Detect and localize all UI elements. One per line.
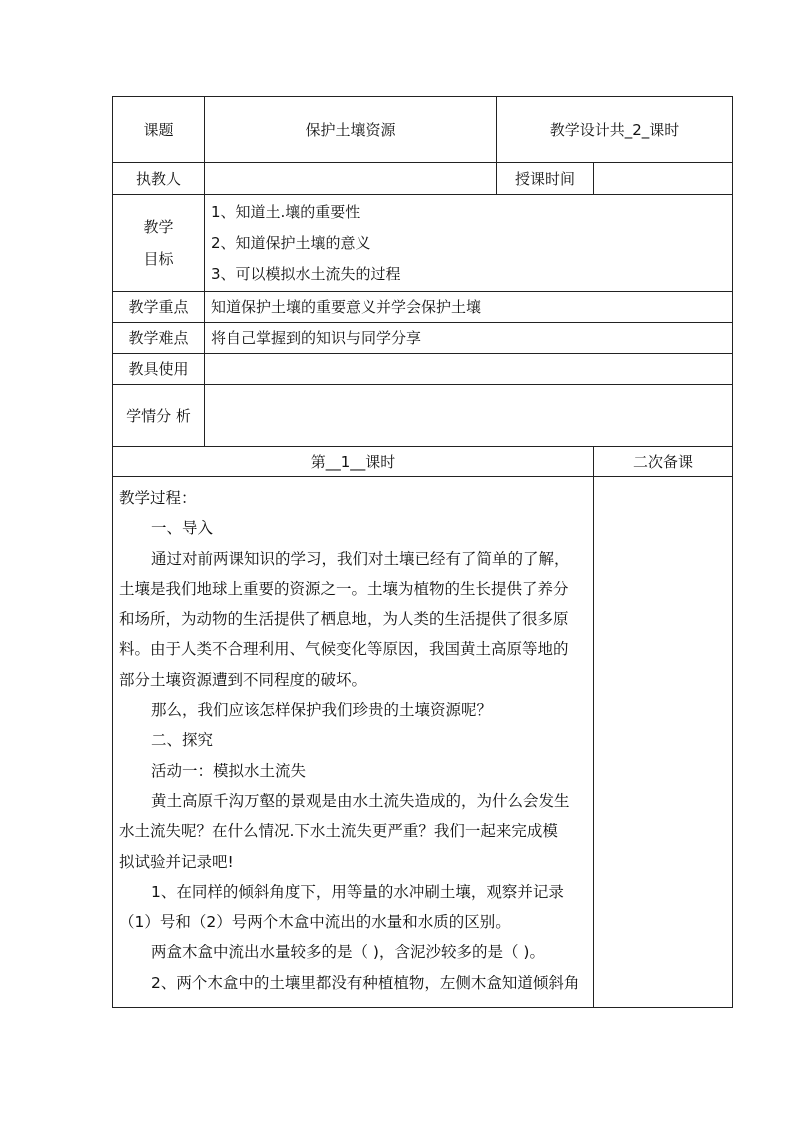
topic-label: 课题 (113, 97, 205, 163)
class-time-value (594, 163, 733, 195)
second-prep-label: 二次备课 (594, 447, 733, 477)
process-line: 土壤是我们地球上重要的资源之一。土壤为植物的生长提供了养分 (119, 579, 569, 598)
process-line: 那么，我们应该怎样保护我们珍贵的土壤资源呢？ (151, 701, 493, 720)
goals-label (113, 195, 205, 292)
teacher-label: 执教人 (113, 163, 205, 195)
key-points-label: 教学重点 (113, 292, 205, 323)
goals-label-line2: 目标 (143, 250, 174, 268)
class-time-label: 授课时间 (497, 163, 594, 195)
topic-row (113, 97, 733, 163)
goal-item: 3、可以模拟水土流失的过程 (211, 264, 401, 283)
tools-value (205, 354, 733, 385)
process-line: （1）号和（2）号两个木盒中流出的水量和水质的区别。 (119, 913, 511, 932)
process-line: 2、两个木盒中的土壤里都没有种植植物，左侧木盒知道倾斜角 (151, 973, 580, 992)
process-line: 二、探究 (151, 731, 214, 750)
lesson-plan-table (112, 96, 733, 1008)
teacher-row (113, 163, 733, 195)
goals-label-line1: 教学 (143, 218, 174, 236)
process-heading: 教学过程： (119, 489, 197, 507)
difficulties-value: 将自己掌握到的知识与同学分享 (205, 323, 733, 354)
topic-value: 保护土壤资源 (205, 97, 497, 163)
process-line: 黄土高原千沟万壑的景观是由水土流失造成的，为什么会发生 (151, 791, 570, 810)
analysis-label: 学情分 析 (113, 385, 205, 447)
analysis-row (113, 385, 733, 447)
goals-row (113, 195, 733, 292)
key-points-value: 知道保护土壤的重要意义并学会保护土壤 (205, 292, 733, 323)
difficulties-label: 教学难点 (113, 323, 205, 354)
tools-row (113, 354, 733, 385)
lesson-header-row (113, 447, 733, 477)
process-line: 活动一：模拟水土流失 (151, 761, 307, 780)
goals-list (205, 195, 733, 292)
teaching-process (113, 477, 594, 1008)
analysis-value (205, 385, 733, 447)
goal-item: 2、知道保护土壤的意义 (211, 233, 371, 252)
process-line: 料。由于人类不合理利用、气候变化等原因，我国黄土高原等地的 (119, 640, 569, 659)
process-line: 部分土壤资源遭到不同程度的破坏。 (119, 670, 368, 689)
second-prep-column (594, 477, 733, 1008)
process-row (113, 477, 733, 1008)
key-points-row (113, 292, 733, 323)
process-line: 1、在同样的倾斜角度下，用等量的水冲刷土壤，观察并记录 (151, 882, 564, 901)
process-line: 水土流失呢？在什么情况.下水土流失更严重？我们一起来完成模 (119, 822, 558, 841)
lesson-number: 第__1__课时 (113, 447, 594, 477)
process-line: 一、导入 (151, 519, 214, 538)
teacher-value (205, 163, 497, 195)
lesson-count: 教学设计共_2_课时 (497, 97, 733, 163)
process-line: 两盒木盒中流出水量较多的是（ )，含泥沙较多的是（ )。 (151, 943, 545, 962)
process-line: 通过对前两课知识的学习，我们对土壤已经有了简单的了解， (151, 549, 570, 568)
tools-label: 教具使用 (113, 354, 205, 385)
process-line: 和场所，为动物的生活提供了栖息地，为人类的生活提供了很多原 (119, 610, 569, 629)
difficulties-row (113, 323, 733, 354)
process-line: 拟试验并记录吧! (119, 852, 234, 871)
goal-item: 1、知道土.壤的重要性 (211, 202, 361, 221)
